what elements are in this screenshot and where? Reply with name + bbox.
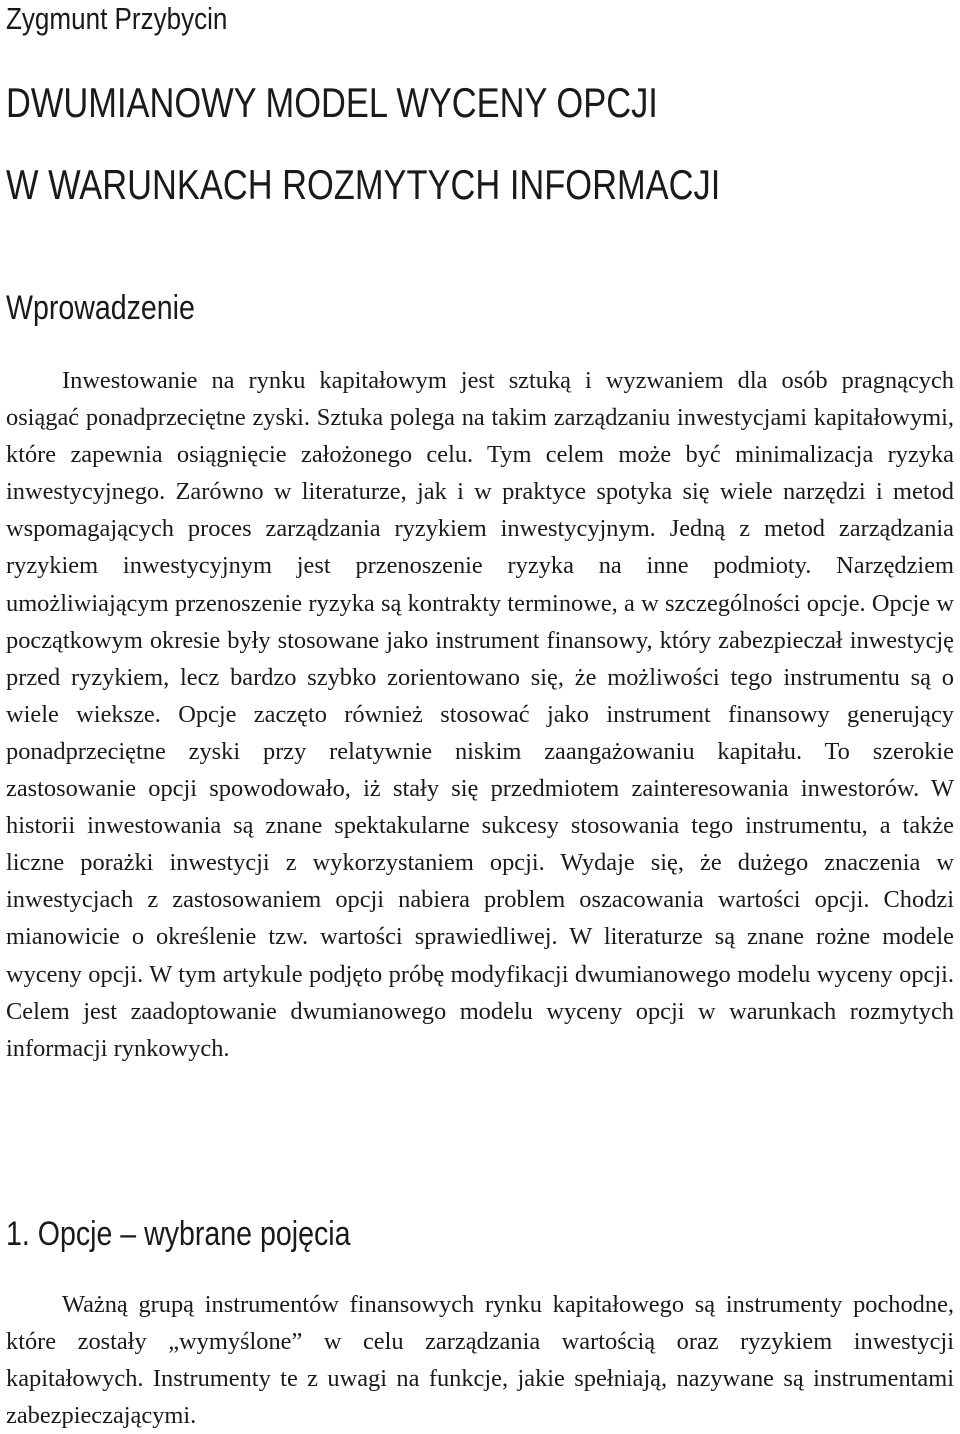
intro-heading: Wprowadzenie bbox=[6, 289, 195, 327]
section-1-heading: 1. Opcje – wybrane pojęcia bbox=[6, 1215, 351, 1253]
author-name: Zygmunt Przybycin bbox=[6, 1, 228, 36]
section-1-paragraph: Ważną grupą instrumentów finansowych rynku kapitałowego są instrumenty pochodne, które zostały „wymyślone” w celu zarządzania wartością oraz ryzykiem inwestycji kapitałowych. Instrumenty te z uwagi na funkcje, jakie spełniają, nazywane są instrumentami zabezpieczającymi. bbox=[6, 1291, 954, 1430]
paper-title-line-2: W WARUNKACH ROZMYTYCH INFORMACJI bbox=[6, 161, 721, 208]
paper-title-line-1: DWUMIANOWY MODEL WYCENY OPCJI bbox=[6, 79, 658, 126]
intro-paragraph: Inwestowanie na rynku kapitałowym jest sztuką i wyzwaniem dla osób pragnących osiągać ponadprzeciętne zyski. Sztuka polega na takim zarządzaniu inwestycjami kapitałowymi, które zapewnia osiągnięcie założonego celu. Tym celem może być minimalizacja ryzyka inwestycyjnego. Zarówno w literaturze, jak i w praktyce spotyka się wiele narzędzi i metod wspomagających proces zarządzania ryzykiem inwestycyjnym. Jedną z metod zarządzania ryzykiem inwestycyjnym jest przenoszenie ryzyka na inne podmioty. Narzędziem umożliwiającym przenoszenie ryzyka są kontrakty terminowe, a w szczególności opcje. Opcje w początkowym okresie były stosowane jako instrument finansowy, który zabezpieczał inwestycję przed ryzykiem, lecz bardzo szybko zorientowano się, że możliwości tego instrumentu są o wiele wieksze. Opcje zaczęto również stosować jako instrument finansowy generujący ponadprzeciętne zyski przy relatywnie niskim zaangażowaniu kapitału. To szerokie zastosowanie opcji spowodowało, iż stały się przedmiotem zainteresowania inwestorów. W historii inwestowania są znane spektakularne sukcesy stosowania tego instrumentu, a także liczne porażki inwestycji z wykorzystaniem opcji. Wydaje się, że dużego znaczenia w inwestycjach z zastosowaniem opcji nabiera problem oszacowania wartości opcji. Chodzi mianowicie o określenie tzw. wartości sprawiedliwej. W literaturze są znane rożne modele wyceny opcji. W tym artykule podjęto próbę modyfikacji dwumianowego modelu wyceny opcji. Celem jest zaadoptowanie dwumianowego modelu wyceny opcji w warunkach rozmytych informacji rynkowych. bbox=[6, 367, 954, 1062]
